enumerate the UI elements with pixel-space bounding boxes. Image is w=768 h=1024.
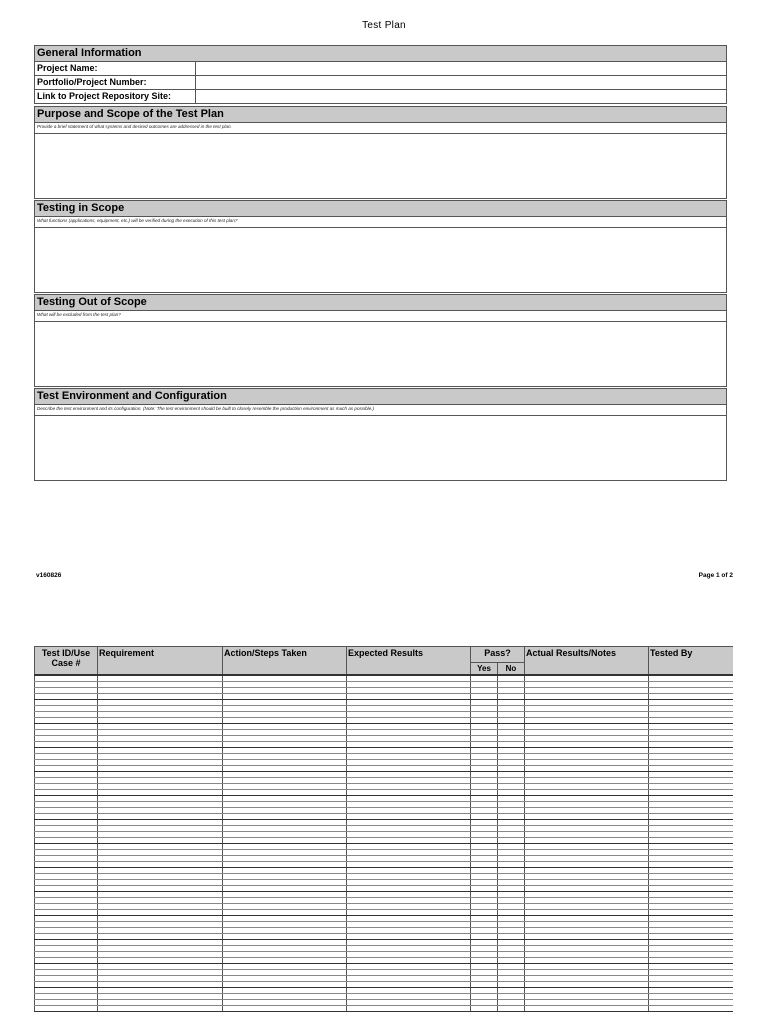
- project-number-row: [35, 76, 726, 90]
- out-scope-hint: What will be excluded from the test plan?: [35, 311, 726, 322]
- out-scope-field[interactable]: [35, 322, 726, 386]
- environment-section: [34, 388, 727, 481]
- header-actual: Actual Results/Notes: [525, 647, 649, 676]
- test-case-cell[interactable]: [223, 1006, 347, 1012]
- test-case-table: [34, 646, 733, 1012]
- project-number-field[interactable]: [196, 76, 726, 89]
- header-pass: Pass?: [471, 647, 525, 663]
- project-name-field[interactable]: [196, 62, 726, 75]
- test-case-table-container: [34, 646, 733, 1024]
- header-pass-yes: Yes: [471, 663, 498, 676]
- purpose-hint: Provide a brief statement of what systems and desired outcomes are addressed in the test plan.: [35, 123, 726, 134]
- header-requirement: Requirement: [98, 647, 223, 676]
- repository-link-row: [35, 90, 726, 103]
- header-test-id: Test ID/Use Case #: [35, 647, 98, 676]
- purpose-field[interactable]: [35, 134, 726, 198]
- general-information-heading: General Information: [35, 46, 726, 62]
- document-title: Test Plan: [362, 20, 406, 31]
- environment-hint: Describe the test environment and its configuration. (Note: The test environment should be built to closely resemble the production environment as much as possible.): [35, 405, 726, 416]
- project-name-row: [35, 62, 726, 76]
- general-information-section: [34, 45, 727, 104]
- purpose-heading: Purpose and Scope of the Test Plan: [35, 107, 726, 123]
- out-scope-heading: Testing Out of Scope: [35, 295, 726, 311]
- environment-heading: Test Environment and Configuration: [35, 389, 726, 405]
- test-case-cell[interactable]: [347, 1006, 471, 1012]
- header-action: Action/Steps Taken: [223, 647, 347, 676]
- test-case-rows: [35, 675, 734, 1012]
- out-scope-section: [34, 294, 727, 387]
- test-case-cell[interactable]: [498, 1006, 525, 1012]
- repository-link-field[interactable]: [196, 90, 726, 103]
- test-case-cell[interactable]: [471, 1006, 498, 1012]
- in-scope-section: [34, 200, 727, 293]
- version-label: v160826: [36, 572, 62, 579]
- purpose-section: [34, 106, 727, 199]
- header-tested-by: Tested By: [649, 647, 734, 676]
- in-scope-field[interactable]: [35, 228, 726, 292]
- header-pass-no: No: [498, 663, 525, 676]
- test-case-cell[interactable]: [525, 1006, 649, 1012]
- test-case-row: [35, 1006, 734, 1012]
- test-case-cell[interactable]: [649, 1006, 734, 1012]
- in-scope-heading: Testing in Scope: [35, 201, 726, 217]
- page-number: Page 1 of 2: [698, 572, 733, 579]
- project-number-label: Portfolio/Project Number:: [35, 76, 196, 89]
- project-name-label: Project Name:: [35, 62, 196, 75]
- test-case-cell[interactable]: [35, 1006, 98, 1012]
- environment-field[interactable]: [35, 416, 726, 480]
- repository-link-label: Link to Project Repository Site:: [35, 90, 196, 103]
- header-expected: Expected Results: [347, 647, 471, 676]
- test-case-cell[interactable]: [98, 1006, 223, 1012]
- in-scope-hint: What functions (applications, equipment, etc.) will be verified during the execution of this test plan?: [35, 217, 726, 228]
